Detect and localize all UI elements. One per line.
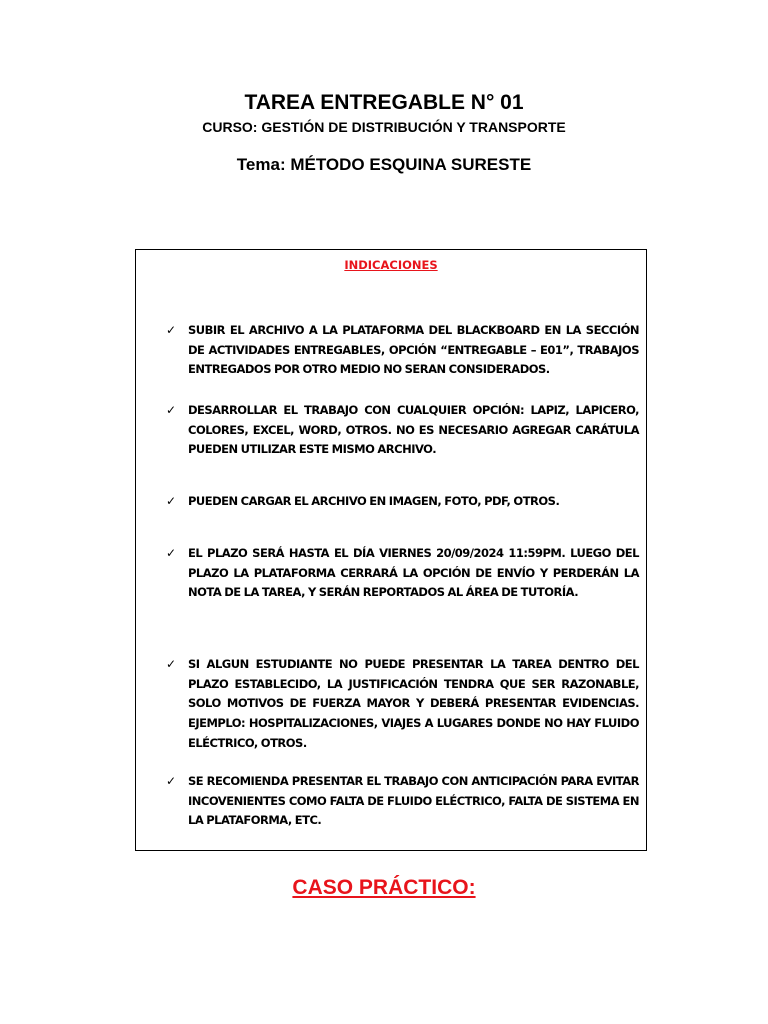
indication-item-formats [166,492,639,512]
check-icon: ✓ [166,546,177,560]
indications-heading: INDICACIONES [344,258,438,272]
case-heading: CASO PRÁCTICO: [292,876,476,899]
document-title: TAREA ENTREGABLE N° 01 [244,91,524,114]
check-icon: ✓ [166,657,177,671]
indication-item-deadline [166,544,639,603]
indication-text: SI ALGUN ESTUDIANTE NO PUEDE PRESENTAR LA TAREA DENTRO DEL PLAZO ESTABLECIDO, LA JUSTIFICACIÓN TENDRA QUE SER RAZONABLE, SOLO MOTIVOS DE FUERZA MAYOR Y DEBERÁ PRESENTAR EVIDENCIAS. EJEMPLO: HOSPITALIZACIONES, VIAJES A LUGARES DONDE NO HAY FLUIDO ELÉCTRICO, OTROS. [188,657,639,750]
check-icon: ✓ [166,494,177,508]
indication-text: SUBIR EL ARCHIVO A LA PLATAFORMA DEL BLACKBOARD EN LA SECCIÓN DE ACTIVIDADES ENTREGABLES, OPCIÓN “ENTREGABLE – E01”, TRABAJOS ENTREGADOS POR OTRO MEDIO NO SERAN CONSIDERADOS. [188,323,639,377]
check-icon: ✓ [166,774,177,788]
course-subtitle: CURSO: GESTIÓN DE DISTRIBUCIÓN Y TRANSPORTE [202,119,566,135]
indication-item-upload [166,321,639,380]
indication-item-justification [166,655,639,754]
indication-item-develop [166,401,639,460]
indication-text: PUEDEN CARGAR EL ARCHIVO EN IMAGEN, FOTO, PDF, OTROS. [188,494,560,508]
check-icon: ✓ [166,323,177,337]
indications-box [135,249,647,851]
indication-item-recommendation [166,772,639,831]
check-icon: ✓ [166,403,177,417]
indication-text: EL PLAZO SERÁ HASTA EL DÍA VIERNES 20/09/2024 11:59PM. LUEGO DEL PLAZO LA PLATAFORMA CERRARÁ LA OPCIÓN DE ENVÍO Y PERDERÁN LA NOTA DE LA TAREA, Y SERÁN REPORTADOS AL ÁREA DE TUTORÍA. [188,546,639,600]
topic-heading: Tema: MÉTODO ESQUINA SURESTE [236,155,532,174]
indication-text: DESARROLLAR EL TRABAJO CON CUALQUIER OPCIÓN: LAPIZ, LAPICERO, COLORES, EXCEL, WORD, OTROS. NO ES NECESARIO AGREGAR CARÁTULA PUEDEN UTILIZAR ESTE MISMO ARCHIVO. [188,403,639,457]
indication-text: SE RECOMIENDA PRESENTAR EL TRABAJO CON ANTICIPACIÓN PARA EVITAR INCOVENIENTES COMO FALTA DE FLUIDO ELÉCTRICO, FALTA DE SISTEMA EN LA PLATAFORMA, ETC. [188,774,639,828]
